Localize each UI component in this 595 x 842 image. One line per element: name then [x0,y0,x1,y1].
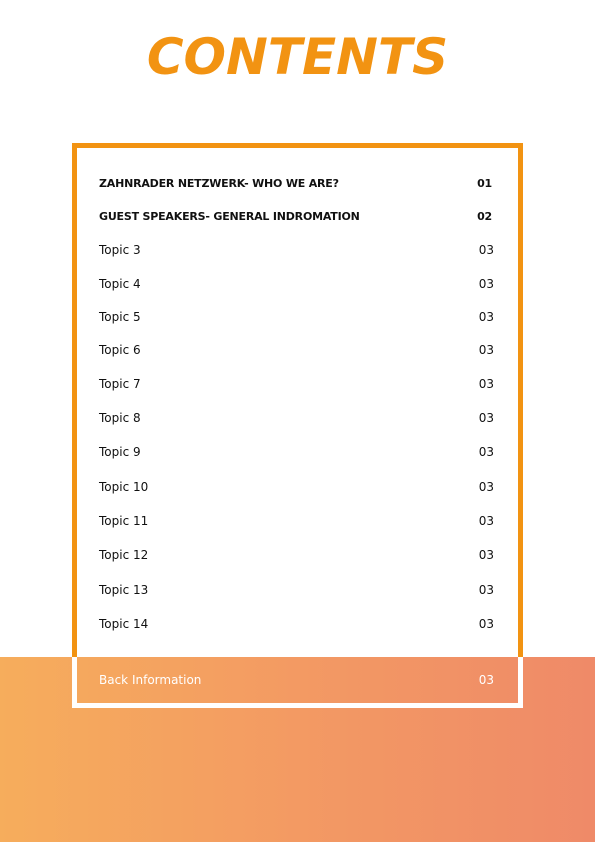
toc-entry-label: Topic 5 [99,310,141,324]
toc-entry-label: Topic 9 [99,445,141,459]
toc-entry[interactable] [99,341,494,359]
toc-entry-label: Topic 12 [99,548,149,562]
toc-entry-page: 03 [478,243,494,257]
toc-entry-page: 03 [478,377,494,391]
toc-entry-page: 03 [478,445,494,459]
toc-entry-label: Topic 14 [99,617,149,631]
toc-entry[interactable] [99,208,494,226]
toc-entry-page: 03 [478,514,494,528]
toc-entry-label: Topic 11 [99,514,149,528]
toc-entry-label: Topic 3 [99,243,141,257]
toc-entry-label: GUEST SPEAKERS- GENERAL INDROMATION [99,210,360,223]
toc-entry[interactable] [99,308,494,326]
toc-entry-page: 03 [478,548,494,562]
toc-entry[interactable] [99,375,494,393]
toc-entry-page: 03 [478,277,494,291]
toc-entry-label: Back Information [99,673,202,687]
toc-entry-label: Topic 4 [99,277,141,291]
toc-entry-page: 02 [477,210,492,223]
toc-entry[interactable] [99,443,494,461]
toc-entry-page: 03 [478,617,494,631]
toc-entry[interactable] [99,478,494,496]
toc-entry-page: 03 [478,411,494,425]
toc-entry-label: Topic 7 [99,377,141,391]
toc-entry-label: ZAHNRADER NETZWERK- WHO WE ARE? [99,177,339,190]
toc-entry-page: 03 [478,343,494,357]
toc-entry-page: 03 [478,673,494,687]
toc-entry-page: 03 [478,310,494,324]
toc-entry-label: Topic 6 [99,343,141,357]
toc-entry[interactable] [99,581,494,599]
toc-entry-label: Topic 13 [99,583,149,597]
toc-entry-page: 03 [478,480,494,494]
toc-entry[interactable] [99,409,494,427]
toc-entry-page: 03 [478,583,494,597]
page-title: CONTENTS [146,28,449,86]
toc-entry-label: Topic 10 [99,480,149,494]
toc-entry[interactable] [99,512,494,530]
toc-entry-back-information[interactable] [99,671,494,689]
toc-entry[interactable] [99,546,494,564]
toc-entry[interactable] [99,615,494,633]
toc-entry-page: 01 [477,177,492,190]
toc-entry[interactable] [99,275,494,293]
toc-entry-label: Topic 8 [99,411,141,425]
toc-entry[interactable] [99,241,494,259]
toc-entry[interactable] [99,175,494,193]
